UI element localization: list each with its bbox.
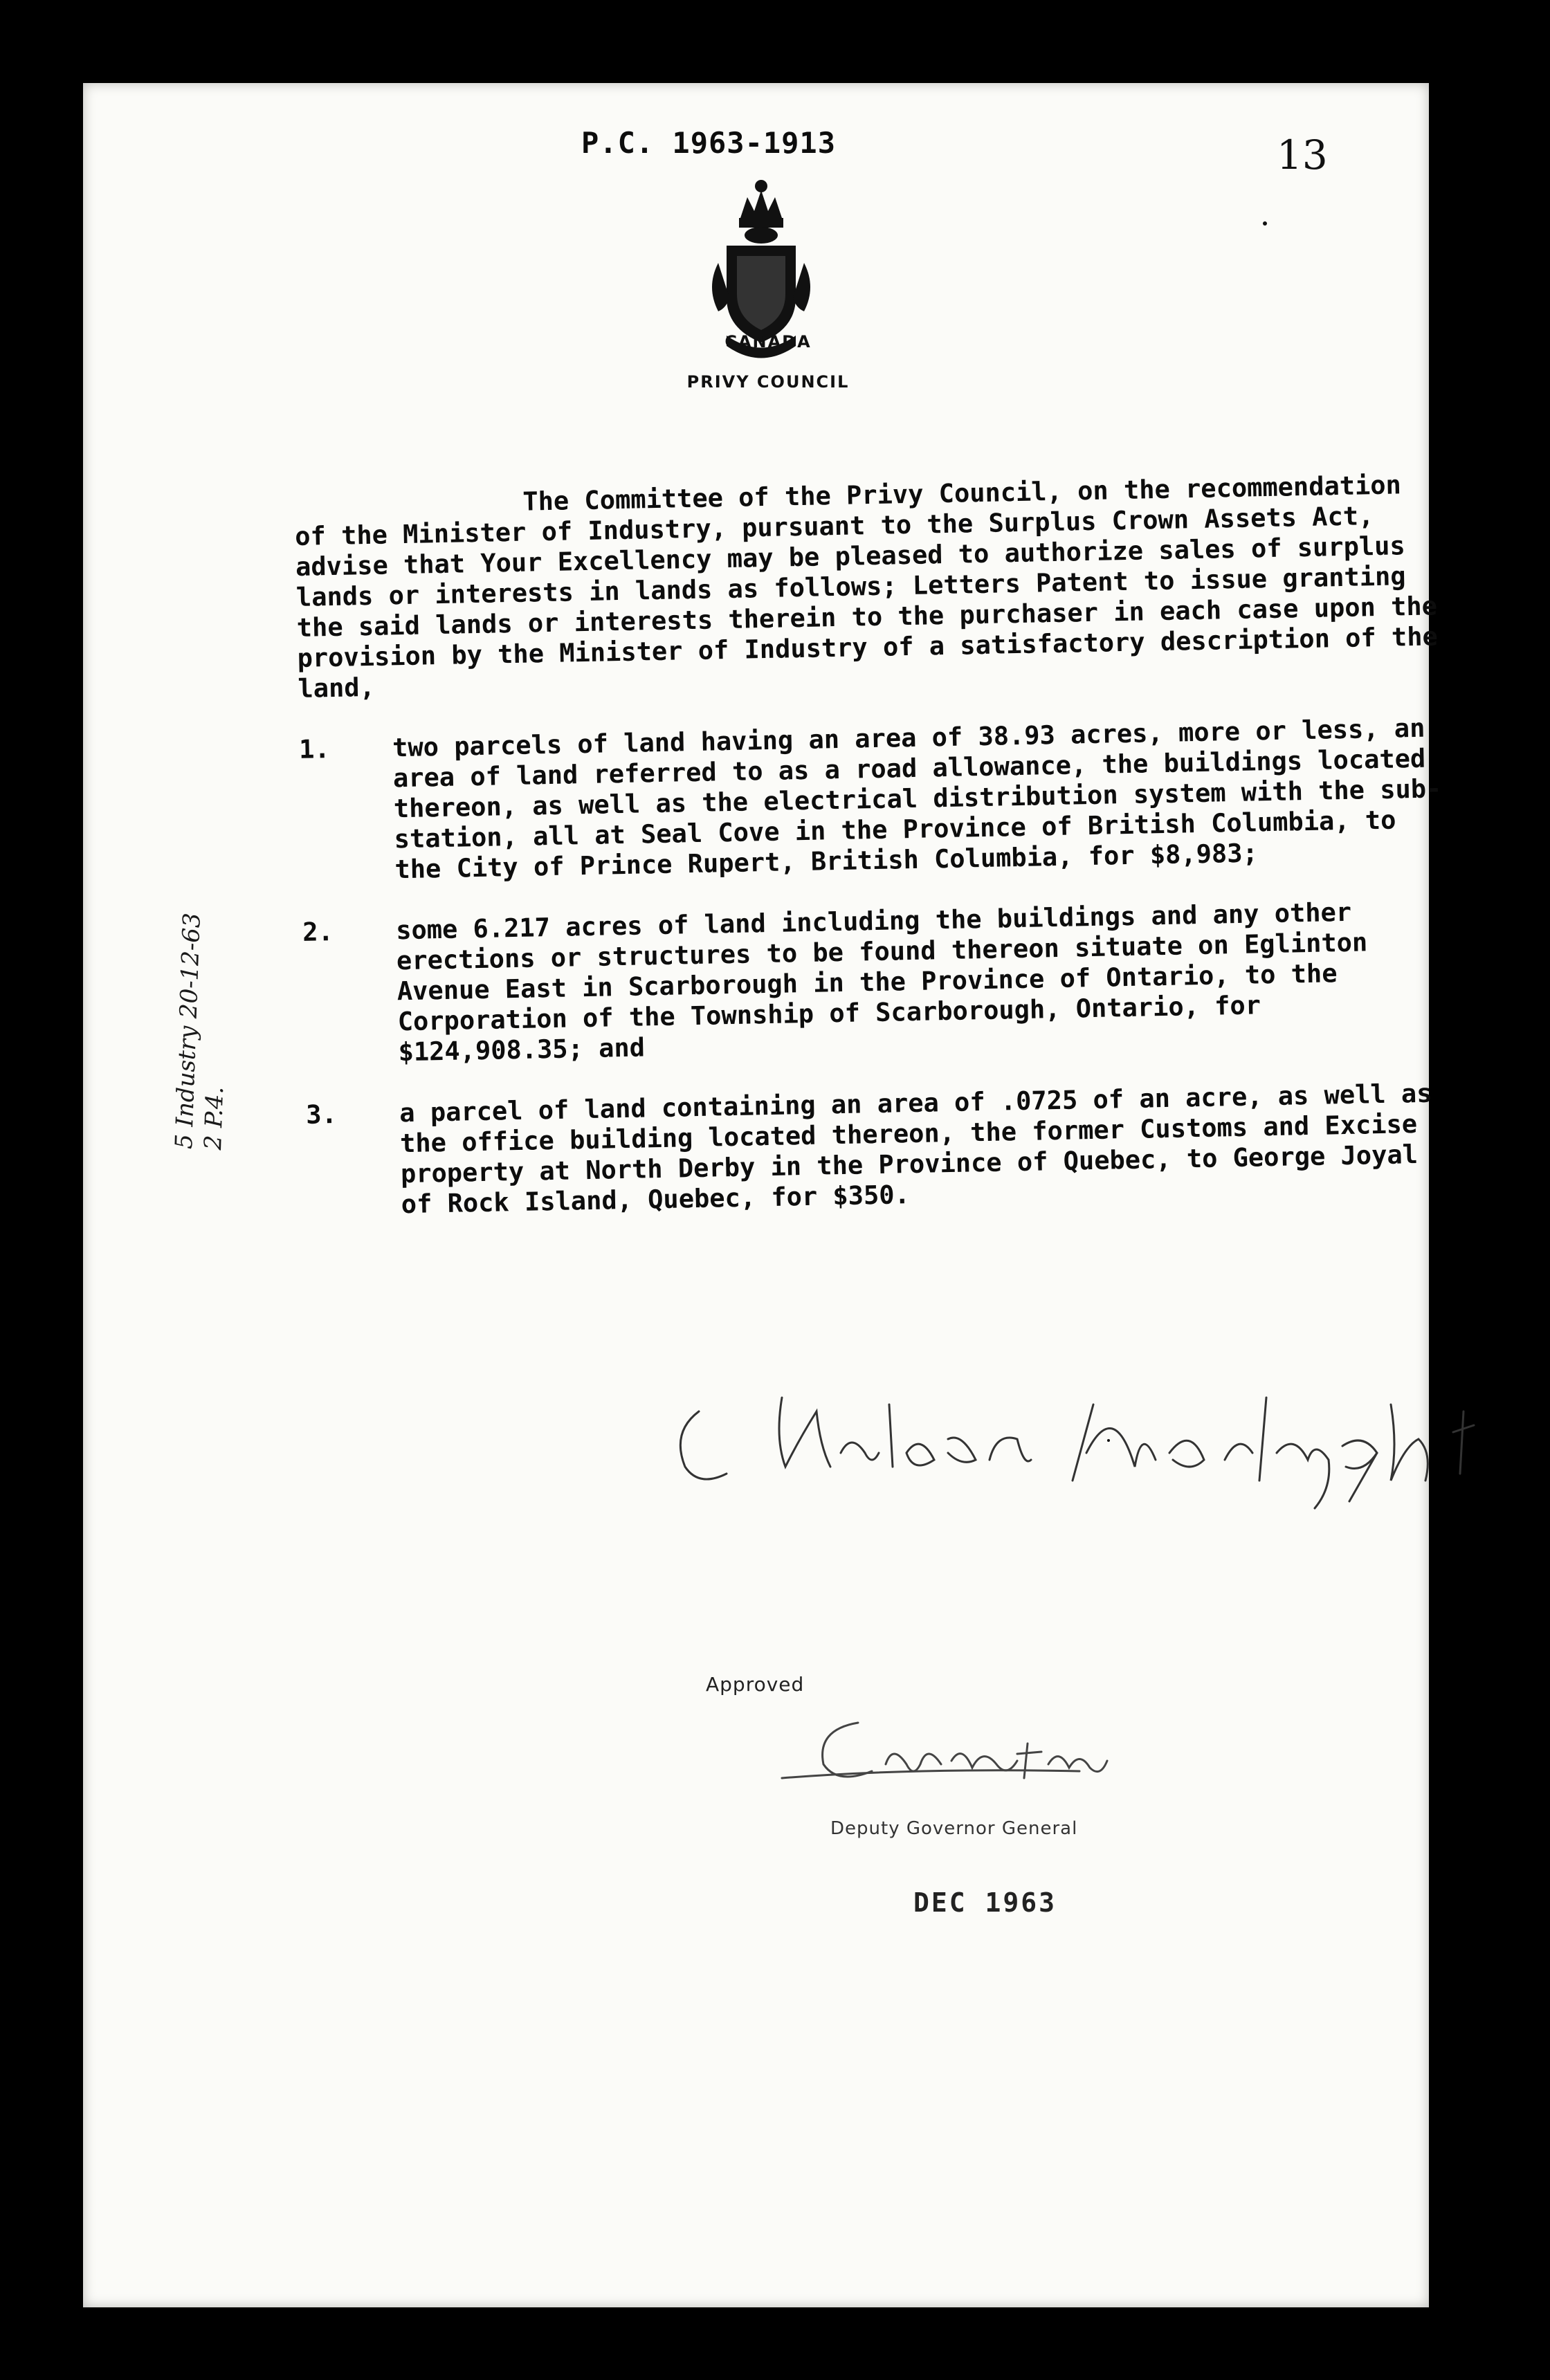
item-text: a parcel of land containing an area of .0725 of an acre, as well as the office building located thereon, the former Customs and Excise property at North Derby in the Province of Quebec, to George Joyal of Rock Island, Quebec, for $350.: [399, 1078, 1448, 1220]
order-number: P.C. 1963-1913: [581, 126, 837, 160]
order-body: [294, 469, 1454, 1221]
document-page: [83, 83, 1454, 2307]
list-item: [306, 1078, 1450, 1222]
date-stamp: DEC 1963: [913, 1887, 1057, 1918]
header-canada: CANADA: [724, 332, 812, 351]
intro-paragraph: The Committee of the Privy Council, on the recommendation of the Minister of Industry, pursuant to the Surplus Crown Assets Act, advise that Your Excellency may be pleased to authorize sales of surplus lands or interests in lands as follows; Letters Patent to issue granting the said lands or interests therein to the purchaser in each case upon the provision by the Minister of Industry of a satisfactory description of the land,: [294, 469, 1454, 704]
item-text: some 6.217 acres of land including the buildings and any other erections or structures to be found thereon situate on Eglinton Avenue East in Scarborough in the Province of Ontario, to the Corporation of the Township of Scarborough, Ontario, for $124,908.35; and: [395, 897, 1383, 1068]
page-number: 13: [1277, 131, 1328, 178]
item-number: 2.: [302, 917, 334, 947]
coat-of-arms-icon: [699, 170, 823, 391]
clerk-signature: [657, 1370, 1550, 1522]
header-privy-council: PRIVY COUNCIL: [686, 372, 850, 392]
ink-speck: [1107, 1439, 1110, 1442]
item-number: 1.: [298, 734, 331, 765]
deputy-governor-signature: [775, 1702, 1162, 1813]
list-item: [302, 895, 1447, 1070]
approved-label: Approved: [706, 1673, 805, 1696]
deputy-governor-title: Deputy Governor General: [830, 1818, 1078, 1839]
item-number: 3.: [305, 1099, 338, 1130]
ink-speck: [1263, 221, 1267, 226]
handwritten-margin-note: 5 Industry 20-12-63 2 P.4.: [170, 912, 230, 1151]
item-text: two parcels of land having an area of 38.93 acres, more or less, an area of land referred to as a road allowance, the buildings located thereon, as well as the electrical distribution system with the sub-station, all at Seal Cove in the Province of British Columbia, to the City of Prince Rupert, British Columbia, for $8,983;: [392, 713, 1442, 885]
list-item: [299, 713, 1443, 887]
